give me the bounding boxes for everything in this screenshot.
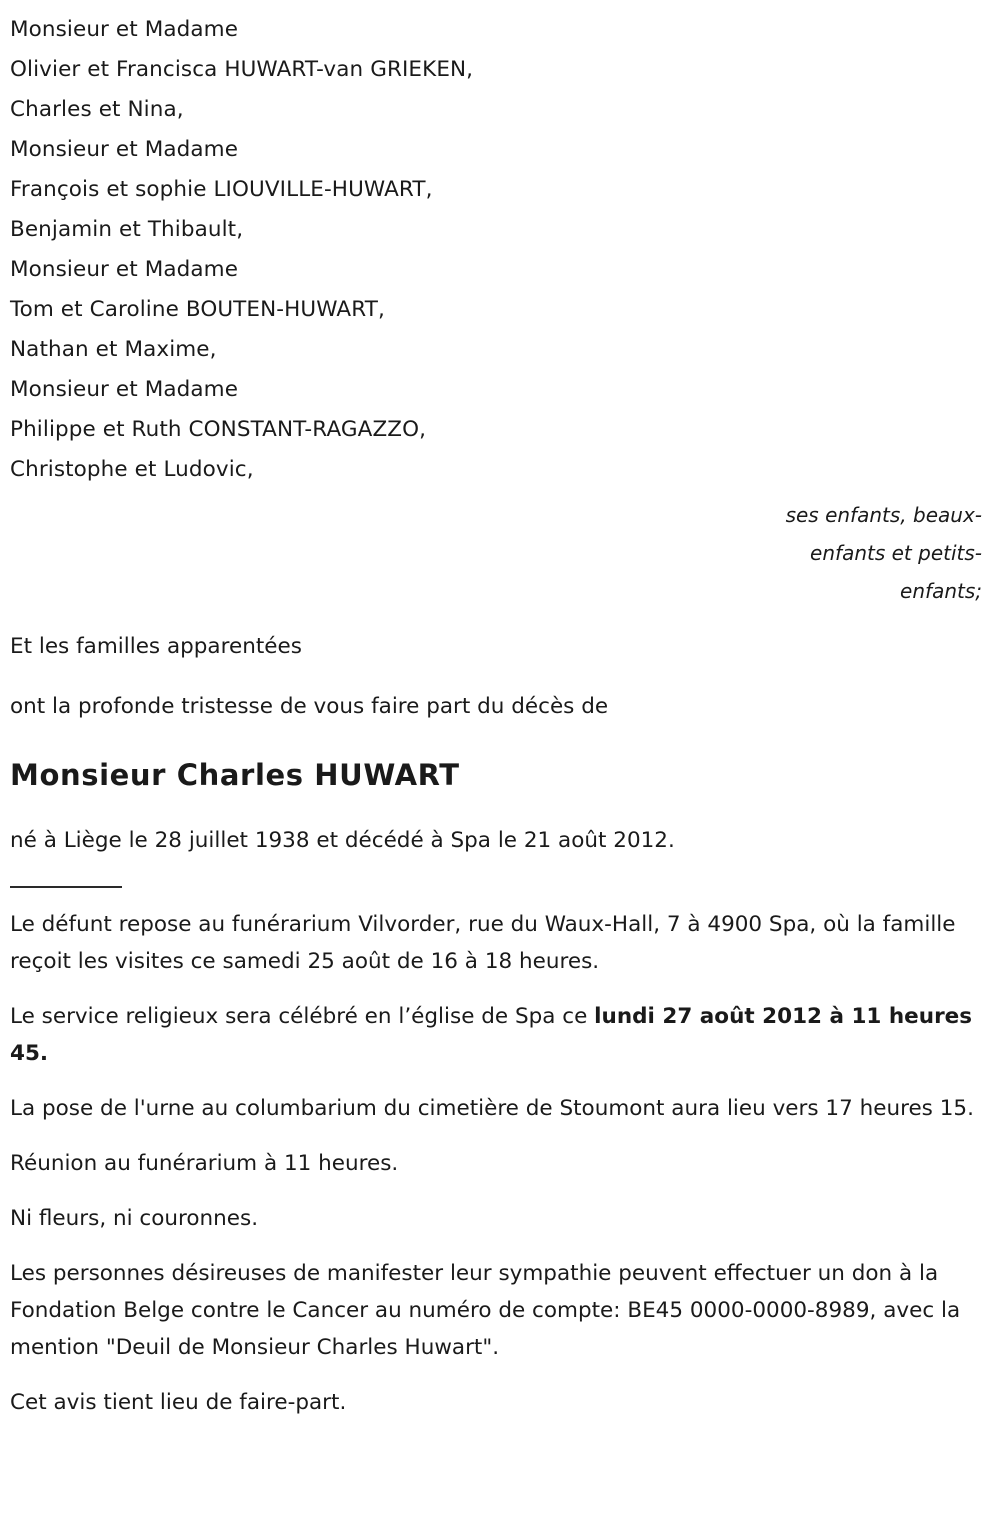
- service-info-prefix: Le service religieux sera célébré en l’église de Spa ce: [10, 1004, 595, 1029]
- family-line: Olivier et Francisca HUWART-van GRIEKEN,: [10, 57, 474, 82]
- family-line: Nathan et Maxime,: [10, 337, 217, 362]
- family-role-note-line: enfants et petits-: [810, 541, 982, 565]
- family-line: Monsieur et Madame: [10, 137, 239, 162]
- family-line: François et sophie LIOUVILLE-HUWART,: [10, 177, 433, 202]
- reunion-info: Réunion au funérarium à 11 heures.: [10, 1151, 399, 1176]
- service-info: [10, 998, 986, 1072]
- family-role-note-line: enfants;: [900, 579, 982, 603]
- family-line: Monsieur et Madame: [10, 17, 239, 42]
- family-line: Monsieur et Madame: [10, 257, 239, 282]
- family-line: Philippe et Ruth CONSTANT-RAGAZZO,: [10, 417, 427, 442]
- deceased-name: Monsieur Charles HUWART: [10, 758, 460, 792]
- birth-death-text: né à Liège le 28 juillet 1938 et décédé à Spa le 21 août 2012.: [10, 828, 675, 853]
- family-role-note: [10, 496, 986, 610]
- family-line: Charles et Nina,: [10, 97, 184, 122]
- flowers-info: Ni fleurs, ni couronnes.: [10, 1206, 259, 1231]
- urn-info: La pose de l'urne au columbarium du cimetière de Stoumont aura lieu vers 17 heures 15.: [10, 1096, 974, 1121]
- family-role-note-line: ses enfants, beaux-: [785, 503, 982, 527]
- family-line: Christophe et Ludovic,: [10, 457, 254, 482]
- family-line: Benjamin et Thibault,: [10, 217, 244, 242]
- family-list: [10, 10, 986, 490]
- repose-info: Le défunt repose au funérarium Vilvorder, rue du Waux-Hall, 7 à 4900 Spa, où la famille reçoit les visites ce samedi 25 août de 16 à 18 heures.: [10, 912, 956, 974]
- related-families-text: Et les familles apparentées: [10, 634, 302, 659]
- notice-info: Cet avis tient lieu de faire-part.: [10, 1390, 347, 1415]
- family-line: Monsieur et Madame: [10, 377, 239, 402]
- family-line: Tom et Caroline BOUTEN-HUWART,: [10, 297, 385, 322]
- announcement-text: ont la profonde tristesse de vous faire part du décès de: [10, 694, 609, 719]
- service-info-datetime: lundi 27 août 2012 à 11 heures 45.: [10, 1004, 973, 1066]
- donation-info: Les personnes désireuses de manifester leur sympathie peuvent effectuer un don à la Fondation Belge contre le Cancer au numéro de compte: BE45 0000-0000-8989, avec la mention "Deuil de Monsieur Charles Huwart".: [10, 1261, 961, 1360]
- divider: [10, 886, 122, 888]
